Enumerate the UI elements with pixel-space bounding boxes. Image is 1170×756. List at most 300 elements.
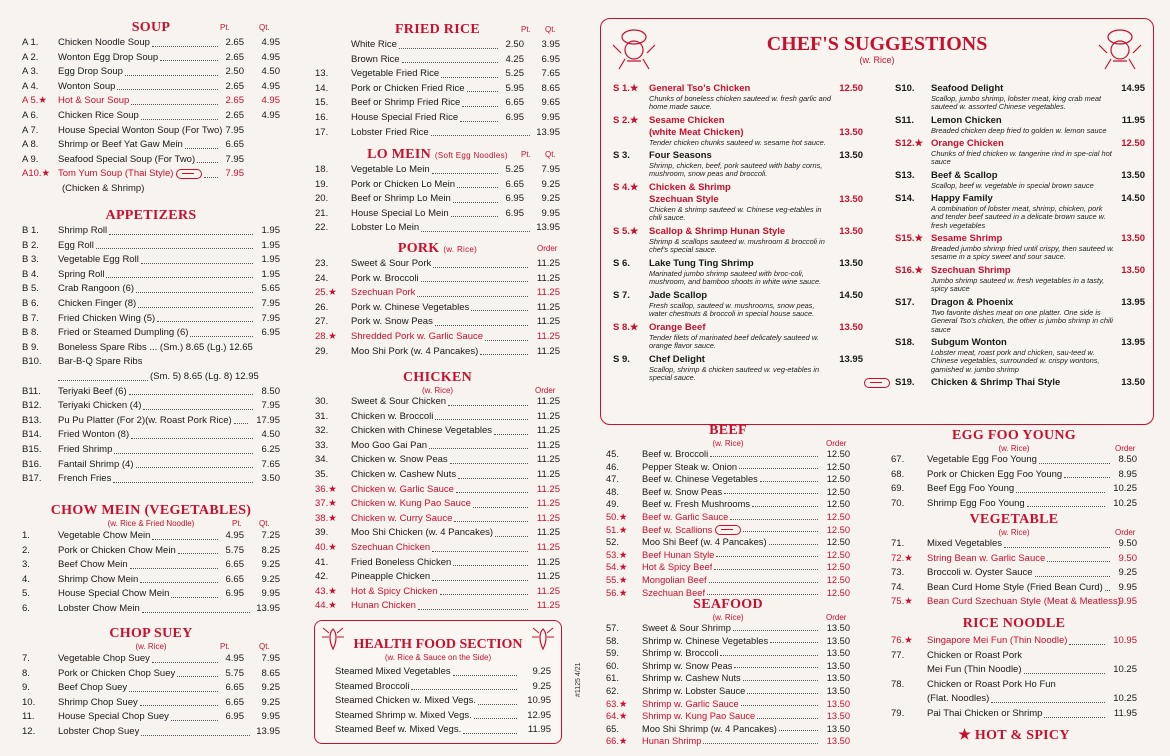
item-name: Beef Egg Foo Young — [927, 483, 1015, 495]
pint-price: 6.65 — [225, 573, 244, 585]
item-name: Singapore Mei Fun (Thin Noodle) — [927, 635, 1068, 646]
dot-leader — [462, 106, 498, 107]
item-name: Chicken or Roast Pork — [927, 649, 1023, 661]
order-label: Order — [1115, 528, 1136, 537]
item-code: S11. — [895, 115, 915, 126]
chef-suggestion-item — [613, 354, 863, 383]
item-name: Steamed Chicken w. Mixed Vegs. — [335, 695, 476, 707]
menu-item — [22, 370, 280, 385]
price: 13.50 — [839, 322, 863, 333]
price: 12.50 — [826, 461, 850, 472]
price: 7.95 — [261, 297, 280, 309]
item-number: B12. — [22, 400, 42, 412]
pork-title — [315, 241, 560, 258]
pint-price: 6.95 — [505, 207, 524, 219]
price: 6.95 — [541, 53, 560, 65]
suggestion-line — [613, 258, 863, 270]
chef-suggestion-item — [895, 170, 1145, 190]
menu-item — [315, 439, 560, 454]
item-code: S 1.★ — [613, 83, 639, 94]
item-name: Pork or Chicken Lo Mein — [351, 178, 456, 190]
item-code: S 6. — [613, 258, 630, 269]
dot-leader — [448, 405, 528, 406]
price: 12.50 — [826, 574, 850, 585]
menu-item — [606, 660, 850, 673]
qt-label: Qt. — [545, 25, 556, 34]
item-name: Beef & Scallop — [931, 170, 998, 181]
dot-leader — [453, 202, 498, 203]
item-number: 26. — [315, 301, 329, 313]
health-food-title: HEALTH FOOD SECTION — [353, 637, 523, 652]
item-description: Shrimp, chicken, beef, pork sauteed with baby corns, mushroom, snow peas and broccoli. — [649, 161, 823, 179]
item-name: Steamed Beef w. Mixed Vegs. — [335, 724, 462, 736]
item-code: S 7. — [613, 290, 630, 301]
dot-leader — [417, 296, 528, 297]
dot-leader — [739, 468, 818, 469]
price: 9.25 — [1118, 567, 1137, 579]
menu-item — [22, 239, 280, 254]
price: 13.95 — [256, 725, 280, 737]
item-number: A 1. — [22, 37, 39, 48]
item-name: Pineapple Chicken — [351, 571, 431, 583]
price: 11.25 — [536, 585, 560, 597]
menu-item — [606, 635, 850, 648]
menu-item — [606, 473, 850, 486]
price: 11.25 — [536, 425, 560, 437]
dot-leader — [478, 704, 517, 705]
item-number: 58. — [606, 635, 619, 646]
price: 9.25 — [261, 696, 280, 708]
item-code: S 9. — [613, 354, 630, 365]
price: 7.65 — [261, 458, 280, 470]
dot-leader — [157, 321, 253, 322]
item-name: Pai Thai Chicken or Shrimp — [927, 707, 1043, 719]
dot-leader — [106, 277, 253, 278]
item-name: Shrimp Egg Foo Young — [927, 497, 1025, 509]
chef-suggestion-item — [613, 258, 863, 287]
price: 9.50 — [1118, 552, 1137, 564]
chefs-title: CHEF'S SUGGESTIONS — [766, 33, 988, 55]
item-number: 37.★ — [315, 498, 337, 510]
dot-leader — [435, 419, 528, 420]
menu-item — [22, 573, 280, 588]
chop-suey-title: CHOP SUEY — [109, 626, 193, 641]
item-description: Lobster meat, roast pork and chicken, sau-teed w. Chinese vegetables, surrounded w. crispy wontons, garnished w. jumbo shrimp — [931, 348, 1100, 374]
dot-leader — [1027, 506, 1105, 507]
item-number: B 7. — [22, 312, 39, 324]
item-number: 33. — [315, 439, 329, 451]
menu-item — [22, 326, 280, 341]
order-label: Order — [826, 613, 847, 622]
soup-title: SOUP — [131, 20, 171, 35]
item-name: Steamed Shrimp w. Mixed Vegs. — [335, 709, 472, 721]
item-name: Sesame Shrimp — [931, 233, 1003, 244]
item-name: Jade Scallop — [649, 290, 708, 301]
price: 11.25 — [536, 287, 560, 299]
item-name: Pepper Steak w. Onion — [642, 461, 738, 472]
suggestion-line — [613, 194, 863, 206]
chef-suggestion-item — [895, 297, 1145, 334]
new-item-badge-icon — [864, 378, 890, 388]
price: 4.50 — [261, 429, 280, 441]
order-label: Order — [535, 386, 556, 395]
dot-leader — [185, 148, 218, 149]
item-number: 13. — [315, 68, 329, 80]
price: 13.50 — [826, 711, 850, 722]
chicken-title: CHICKEN — [403, 370, 472, 385]
item-name: Moo Shi Chicken (w. 4 Pancakes) — [351, 527, 494, 539]
item-code: S 2.★ — [613, 115, 639, 126]
pint-price: 4.25 — [505, 53, 524, 65]
suggestion-line — [895, 233, 1145, 245]
suggestion-line — [895, 265, 1145, 277]
pint-price: 2.50 — [225, 66, 244, 78]
soup-list — [22, 36, 280, 182]
dot-leader — [716, 556, 818, 557]
price: 12.50 — [826, 549, 850, 560]
dot-leader — [1035, 576, 1110, 577]
dot-leader — [142, 612, 250, 613]
price: 7.95 — [261, 312, 280, 324]
suggestion-line — [895, 193, 1145, 205]
item-name: Hot & Sour Soup — [58, 95, 130, 107]
item-code: S 3. — [613, 150, 630, 161]
item-name: Orange Beef — [649, 322, 706, 333]
pint-price: 7.95 — [225, 124, 244, 136]
menu-item — [315, 556, 560, 571]
item-number: 27. — [315, 316, 329, 328]
pint-price: 5.75 — [225, 667, 244, 679]
dot-leader — [197, 162, 218, 163]
item-number: 4. — [22, 573, 30, 585]
dot-leader — [463, 733, 517, 734]
price: 13.95 — [256, 602, 280, 614]
item-name: Szechuan Chicken — [351, 541, 431, 553]
item-name: Happy Family — [931, 193, 993, 204]
lo-mein-title-text: LO MEIN — [367, 147, 432, 162]
pint-price: 6.65 — [505, 97, 524, 109]
item-name: Pork w. Broccoli — [351, 272, 419, 284]
dot-leader — [109, 234, 253, 235]
item-name: Beef w. Snow Peas — [642, 486, 723, 497]
dot-leader — [432, 551, 528, 552]
chop-suey-sub: (w. Rice) — [135, 642, 167, 651]
dot-leader — [1039, 463, 1110, 464]
chef-suggestion-item — [895, 337, 1145, 374]
chow-mein-section — [22, 503, 280, 617]
lo-mein-list — [315, 163, 560, 236]
item-number: 67. — [891, 454, 905, 465]
menu-item — [22, 681, 280, 696]
beef-list — [606, 448, 850, 599]
item-name: Scallop & Shrimp Hunan Style — [649, 226, 786, 237]
dot-leader — [485, 340, 528, 341]
item-number: 52. — [606, 537, 619, 548]
qt-label: Qt. — [545, 150, 556, 159]
item-name: Moo Shi Shrimp (w. 4 Pancakes) — [642, 723, 777, 734]
menu-item — [891, 497, 1137, 512]
dot-leader — [178, 553, 218, 554]
pint-price: 5.75 — [225, 544, 244, 556]
item-description: Chunks of fried chicken w. tangerine rind in spe-cial hot sauce — [931, 149, 1112, 167]
chef-suggestion-item — [895, 377, 1145, 389]
item-number: A 6. — [22, 109, 39, 121]
price: 13.50 — [1121, 265, 1145, 276]
price: 10.25 — [1113, 483, 1137, 495]
item-number: 77. — [891, 649, 905, 661]
item-name: Chicken w. Curry Sauce — [351, 512, 453, 524]
menu-item — [315, 483, 560, 498]
price: 13.50 — [826, 648, 850, 659]
price: 13.50 — [826, 660, 850, 671]
price: 11.25 — [536, 330, 560, 342]
price: 10.95 — [1113, 635, 1137, 646]
dot-leader — [441, 77, 498, 78]
price: 6.95 — [261, 327, 280, 339]
price: 7.95 — [261, 400, 280, 412]
chef-suggestion-item — [613, 290, 863, 319]
soup-note: (Chicken & Shrimp) — [62, 182, 145, 194]
seafood-sub: (w. Rice) — [712, 613, 744, 622]
item-name: Chicken & Shrimp Thai Style — [931, 377, 1061, 388]
price: 13.50 — [826, 698, 850, 709]
menu-item — [891, 468, 1137, 483]
price: 12.50 — [826, 587, 850, 598]
dot-leader — [440, 594, 528, 595]
item-name: Mongolian Beef — [642, 574, 707, 585]
egg-foo-young-sub: (w. Rice) — [998, 444, 1030, 453]
item-number: 29. — [315, 345, 329, 357]
item-name: Shredded Pork w. Garlic Sauce — [351, 330, 484, 342]
menu-item — [315, 315, 560, 330]
item-number: B10. — [22, 356, 42, 368]
item-number: 63.★ — [606, 698, 628, 709]
menu-item — [606, 498, 850, 511]
item-description: Jumbo shrimp sauteed w. fresh vegetables in a tasty, spicy sauce — [931, 276, 1105, 294]
item-name: Beef Chop Suey — [58, 682, 128, 694]
item-number: 42. — [315, 571, 329, 583]
pint-price: 5.25 — [505, 68, 524, 80]
item-name: Moo Shi Beef (w. 4 Pancakes) — [642, 537, 767, 548]
pt-label: Pt. — [521, 150, 531, 159]
item-name: Vegetable Chop Suey — [58, 653, 150, 664]
menu-item — [891, 678, 1137, 693]
item-name: Shrimp or Beef Yat Gaw Mein — [58, 139, 183, 151]
item-name: Beef or Shrimp Lo Mein — [351, 193, 451, 205]
vegetable-section — [891, 512, 1137, 610]
chef-suggestion-item — [613, 115, 863, 147]
menu-item — [315, 301, 560, 316]
item-name: String Bean w. Garlic Sauce — [927, 552, 1046, 564]
item-name: House Special Fried Rice — [351, 111, 459, 123]
price: 12.50 — [826, 486, 850, 497]
item-name: General Tso's Chicken — [649, 83, 751, 94]
dot-leader — [140, 582, 218, 583]
dot-leader — [710, 456, 818, 457]
dot-leader — [171, 597, 218, 598]
pint-price: 6.95 — [225, 588, 244, 600]
dot-leader — [454, 521, 528, 522]
item-number: 3. — [22, 559, 30, 571]
pint-price: 6.95 — [505, 111, 524, 123]
item-number: 61. — [606, 673, 619, 684]
dot-leader — [429, 448, 528, 449]
item-number: 79. — [891, 707, 905, 719]
menu-item — [22, 341, 280, 356]
item-number: 48. — [606, 486, 619, 497]
item-number: B 4. — [22, 268, 39, 280]
order-label: Order — [537, 244, 558, 253]
lobster-icon — [319, 625, 347, 653]
order-label: Order — [1115, 444, 1136, 453]
fried-rice-list — [315, 38, 560, 140]
menu-item — [315, 178, 560, 193]
price: 5.65 — [261, 283, 280, 295]
item-number: 57. — [606, 623, 619, 633]
dot-leader — [457, 187, 498, 188]
price: 13.95 — [536, 222, 560, 234]
vegetable-list — [891, 537, 1137, 610]
menu-item — [891, 552, 1137, 567]
dot-leader — [458, 478, 528, 479]
item-number: 73. — [891, 567, 905, 579]
menu-item — [315, 53, 560, 68]
pt-label: Pt. — [521, 25, 531, 34]
menu-item — [22, 124, 280, 139]
item-code: S10. — [895, 83, 915, 94]
dot-leader — [136, 292, 253, 293]
price: 14.95 — [1121, 83, 1145, 94]
item-name: Pork or Chicken Chop Suey — [58, 667, 176, 679]
health-food-item — [335, 723, 551, 738]
dot-leader — [58, 380, 148, 381]
price: 10.25 — [1113, 693, 1137, 705]
dot-leader — [779, 730, 818, 731]
price: 14.50 — [839, 290, 863, 301]
item-number: B 1. — [22, 225, 39, 236]
item-description: Scallop, jumbo shrimp, lobster meat, king crab meat sauteed w. assorted Chinese vegetables. — [931, 94, 1102, 112]
item-name: Sweet & Sour Pork — [351, 258, 432, 269]
dot-leader — [495, 536, 528, 537]
menu-item — [22, 253, 280, 268]
suggestion-line — [613, 182, 863, 194]
menu-item — [315, 163, 560, 178]
menu-item — [606, 549, 850, 562]
vegetable-title: VEGETABLE — [969, 512, 1059, 527]
item-number: B 8. — [22, 327, 39, 339]
menu-item — [22, 268, 280, 283]
item-name: Lemon Chicken — [931, 115, 1002, 126]
item-name: Shrimp w. Snow Peas — [642, 660, 733, 671]
item-code: S18. — [895, 337, 915, 348]
menu-item — [315, 286, 560, 301]
item-number: 9. — [22, 682, 30, 694]
price: 14.50 — [1121, 193, 1145, 204]
dot-leader — [113, 482, 253, 483]
item-number: 75.★ — [891, 596, 913, 608]
dot-leader — [1044, 717, 1105, 718]
price: 3.50 — [261, 473, 280, 485]
pint-price: 6.95 — [225, 711, 244, 723]
soup-section — [22, 20, 280, 195]
price: 12.50 — [826, 537, 850, 548]
menu-item — [22, 65, 280, 80]
qt-label: Qt. — [259, 23, 270, 32]
menu-item — [891, 634, 1137, 649]
menu-item — [606, 735, 850, 748]
price: 8.50 — [1118, 454, 1137, 465]
dot-leader — [402, 62, 498, 63]
item-number: 17. — [315, 126, 329, 138]
menu-item — [606, 486, 850, 499]
item-name: Vegetable Lo Mein — [351, 164, 430, 175]
item-number: 72.★ — [891, 552, 913, 564]
item-number: 11. — [22, 711, 35, 723]
menu-item — [315, 330, 560, 345]
item-name: Boneless Spare Ribs ... (Sm.) 8.65 (Lg.) 12.65 — [58, 341, 253, 353]
dot-leader — [709, 582, 818, 583]
item-name: Steamed Mixed Vegetables — [335, 666, 451, 677]
dot-leader — [757, 718, 818, 719]
item-number: 78. — [891, 678, 905, 690]
item-name: Lobster Chop Suey — [58, 725, 140, 737]
dot-leader — [130, 568, 218, 569]
item-number: B 3. — [22, 254, 39, 266]
beef-section — [606, 423, 850, 599]
rice-noodle-title: RICE NOODLE — [962, 616, 1066, 631]
item-number: B 6. — [22, 297, 39, 309]
dot-leader — [747, 693, 818, 694]
item-number: B15. — [22, 443, 42, 455]
item-number: 76.★ — [891, 635, 913, 646]
pint-price: 6.65 — [225, 559, 244, 571]
menu-item — [315, 468, 560, 483]
menu-item — [891, 537, 1137, 552]
item-number: 43.★ — [315, 585, 337, 597]
menu-item — [606, 622, 850, 635]
item-number: 56.★ — [606, 587, 628, 598]
dot-leader — [141, 735, 250, 736]
dot-leader — [421, 231, 530, 232]
item-number: B14. — [22, 429, 42, 441]
item-code: S13. — [895, 170, 915, 181]
pint-price: 5.25 — [505, 164, 524, 175]
price: 13.50 — [826, 685, 850, 696]
pint-price: 2.50 — [505, 39, 524, 50]
item-number: 60. — [606, 660, 619, 671]
item-number: 30. — [315, 396, 329, 407]
item-number: 64.★ — [606, 711, 628, 722]
item-number: 55.★ — [606, 574, 628, 585]
menu-item — [315, 111, 560, 126]
item-code: S16.★ — [895, 265, 924, 276]
health-food-item — [335, 665, 551, 680]
health-food-item — [335, 694, 551, 709]
item-number: A 8. — [22, 139, 39, 151]
item-number: B16. — [22, 458, 42, 470]
menu-item — [315, 453, 560, 468]
menu-item — [606, 698, 850, 711]
pint-price: 7.95 — [225, 168, 244, 180]
price: 12.95 — [527, 709, 551, 721]
item-code: S 8.★ — [613, 322, 639, 333]
menu-item — [891, 707, 1137, 722]
item-description: Tender chicken chunks sauteed w. sesame hot sauce. — [649, 138, 826, 147]
appetizers-section — [22, 208, 280, 487]
price: 9.95 — [541, 207, 560, 219]
menu-item — [315, 272, 560, 287]
rice-noodle-list — [891, 634, 1137, 722]
